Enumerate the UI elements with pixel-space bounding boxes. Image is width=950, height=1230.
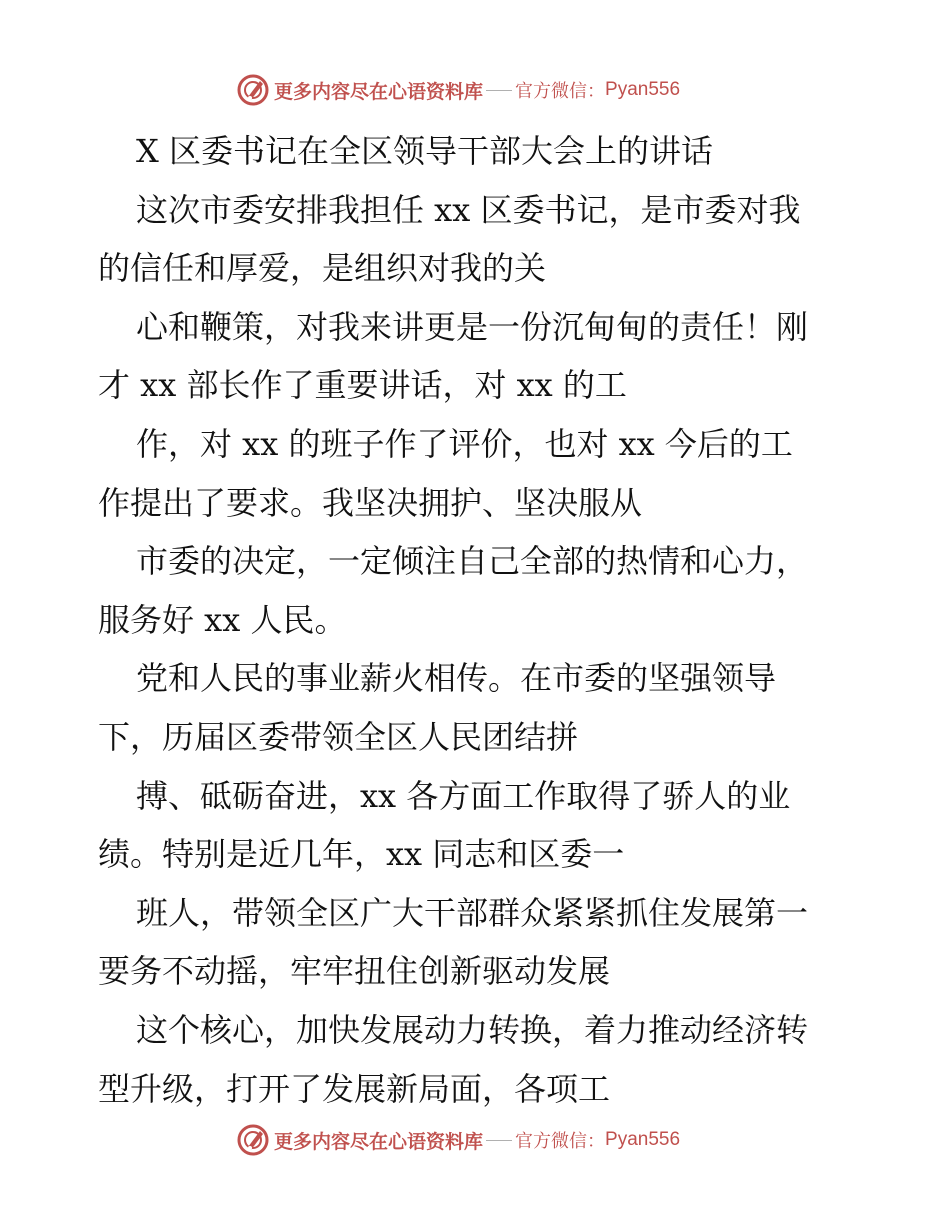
text-line: 服务好 xx 人民。 [98,600,347,639]
text-line: 市委的决定，一定倾注自己全部的热情和心力， [136,542,809,581]
watermark-wechat-label: 官方微信： [515,1131,606,1152]
watermark-separator [486,90,512,91]
document-body [98,122,858,1118]
text-line: 绩。特别是近几年，xx 同志和区委一 [98,835,625,874]
text-line: 才 xx 部长作了重要讲话，对 xx 的工 [98,366,627,405]
text-line: 这次市委安排我担任 xx 区委书记，是市委对我 [136,190,801,229]
text-line: 的信任和厚爱，是组织对我的关 [98,249,547,288]
text-line: 党和人民的事业薪火相传。在市委的坚强领导 [136,659,777,698]
watermark-wechat-id: Pyan556 [605,79,681,100]
watermark-wechat-id: Pyan556 [605,1129,681,1150]
watermark-text: 更多内容尽在心语资料库 [274,80,484,103]
text-line: 下，历届区委带领全区人民团结拼 [98,717,579,756]
watermark-wechat-label: 官方微信： [515,81,606,102]
text-line: 这个核心，加快发展动力转换，着力推动经济转 [136,1010,809,1049]
text-line: 心和鞭策，对我来讲更是一份沉甸甸的责任！刚 [136,307,809,346]
watermark-text: 更多内容尽在心语资料库 [274,1130,484,1153]
pen-nib-logo-icon [236,73,270,107]
text-line: 作提出了要求。我坚决拥护、坚决服从 [98,483,643,522]
pen-nib-logo-icon [236,1123,270,1157]
text-line: 型升级，打开了发展新局面，各项工 [98,1069,611,1108]
text-line: X 区委书记在全区领导干部大会上的讲话 [136,132,713,170]
footer-watermark [236,1122,680,1158]
text-line: 搏、砥砺奋进，xx 各方面工作取得了骄人的业 [136,776,791,815]
text-line: 要务不动摇，牢牢扭住创新驱动发展 [98,952,611,991]
watermark-separator [486,1140,512,1141]
text-line: 作，对 xx 的班子作了评价，也对 xx 今后的工 [136,424,793,463]
header-watermark [236,72,680,108]
text-line: 班人，带领全区广大干部群众紧紧抓住发展第一 [136,893,809,932]
